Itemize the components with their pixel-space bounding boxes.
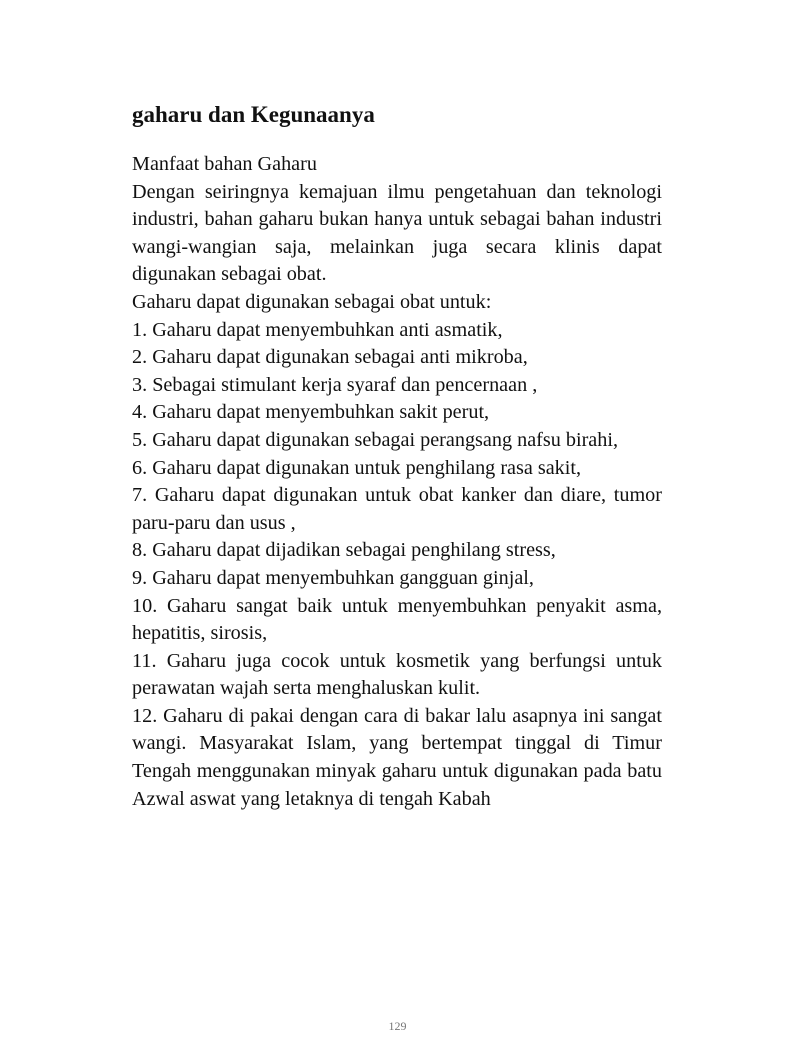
list-item: 6. Gaharu dapat digunakan untuk penghilang rasa sakit, — [132, 456, 582, 479]
subheading: Manfaat bahan Gaharu — [132, 153, 317, 175]
list-item: 4. Gaharu dapat menyembuhkan sakit perut, — [132, 401, 490, 424]
list-item: 11. Gaharu juga cocok untuk kosmetik yang berfungsi untuk perawatan wajah serta menghaluskan kulit. — [132, 649, 662, 700]
list-item: 7. Gaharu dapat digunakan untuk obat kanker dan diare, tumor paru-paru dan usus , — [132, 484, 662, 534]
list-intro: Gaharu dapat digunakan sebagai obat untuk: — [132, 290, 492, 313]
list-item: 5. Gaharu dapat digunakan sebagai perangsang nafsu birahi, — [132, 428, 619, 451]
body-text — [132, 151, 662, 813]
intro-paragraph: Dengan seiringnya kemajuan ilmu pengetahuan dan teknologi industri, bahan gaharu bukan hanya untuk sebagai bahan industri wangi-wangian saja, melainkan juga secara klinis dapat digunakan sebagai obat. — [132, 180, 662, 286]
list-item: 12. Gaharu di pakai dengan cara di bakar lalu asapnya ini sangat wangi. Masyarakat Islam, yang bertempat tinggal di Timur Tengah menggunakan minyak gaharu untuk digunakan pada batu Azwal aswat yang letaknya di tengah Kabah — [132, 704, 662, 810]
list-item: 2. Gaharu dapat digunakan sebagai anti mikroba, — [132, 346, 528, 369]
list-item: 9. Gaharu dapat menyembuhkan gangguan ginjal, — [132, 566, 534, 589]
list-item: 3. Sebagai stimulant kerja syaraf dan pencernaan , — [132, 373, 538, 396]
page-number: 129 — [388, 1019, 407, 1033]
list-item: 1. Gaharu dapat menyembuhkan anti asmatik, — [132, 318, 503, 341]
list-item: 10. Gaharu sangat baik untuk menyembuhkan penyakit asma, hepatitis, sirosis, — [132, 594, 662, 645]
list-item: 8. Gaharu dapat dijadikan sebagai penghilang stress, — [132, 539, 556, 562]
page-title: gaharu dan Kegunaanya — [132, 102, 375, 127]
